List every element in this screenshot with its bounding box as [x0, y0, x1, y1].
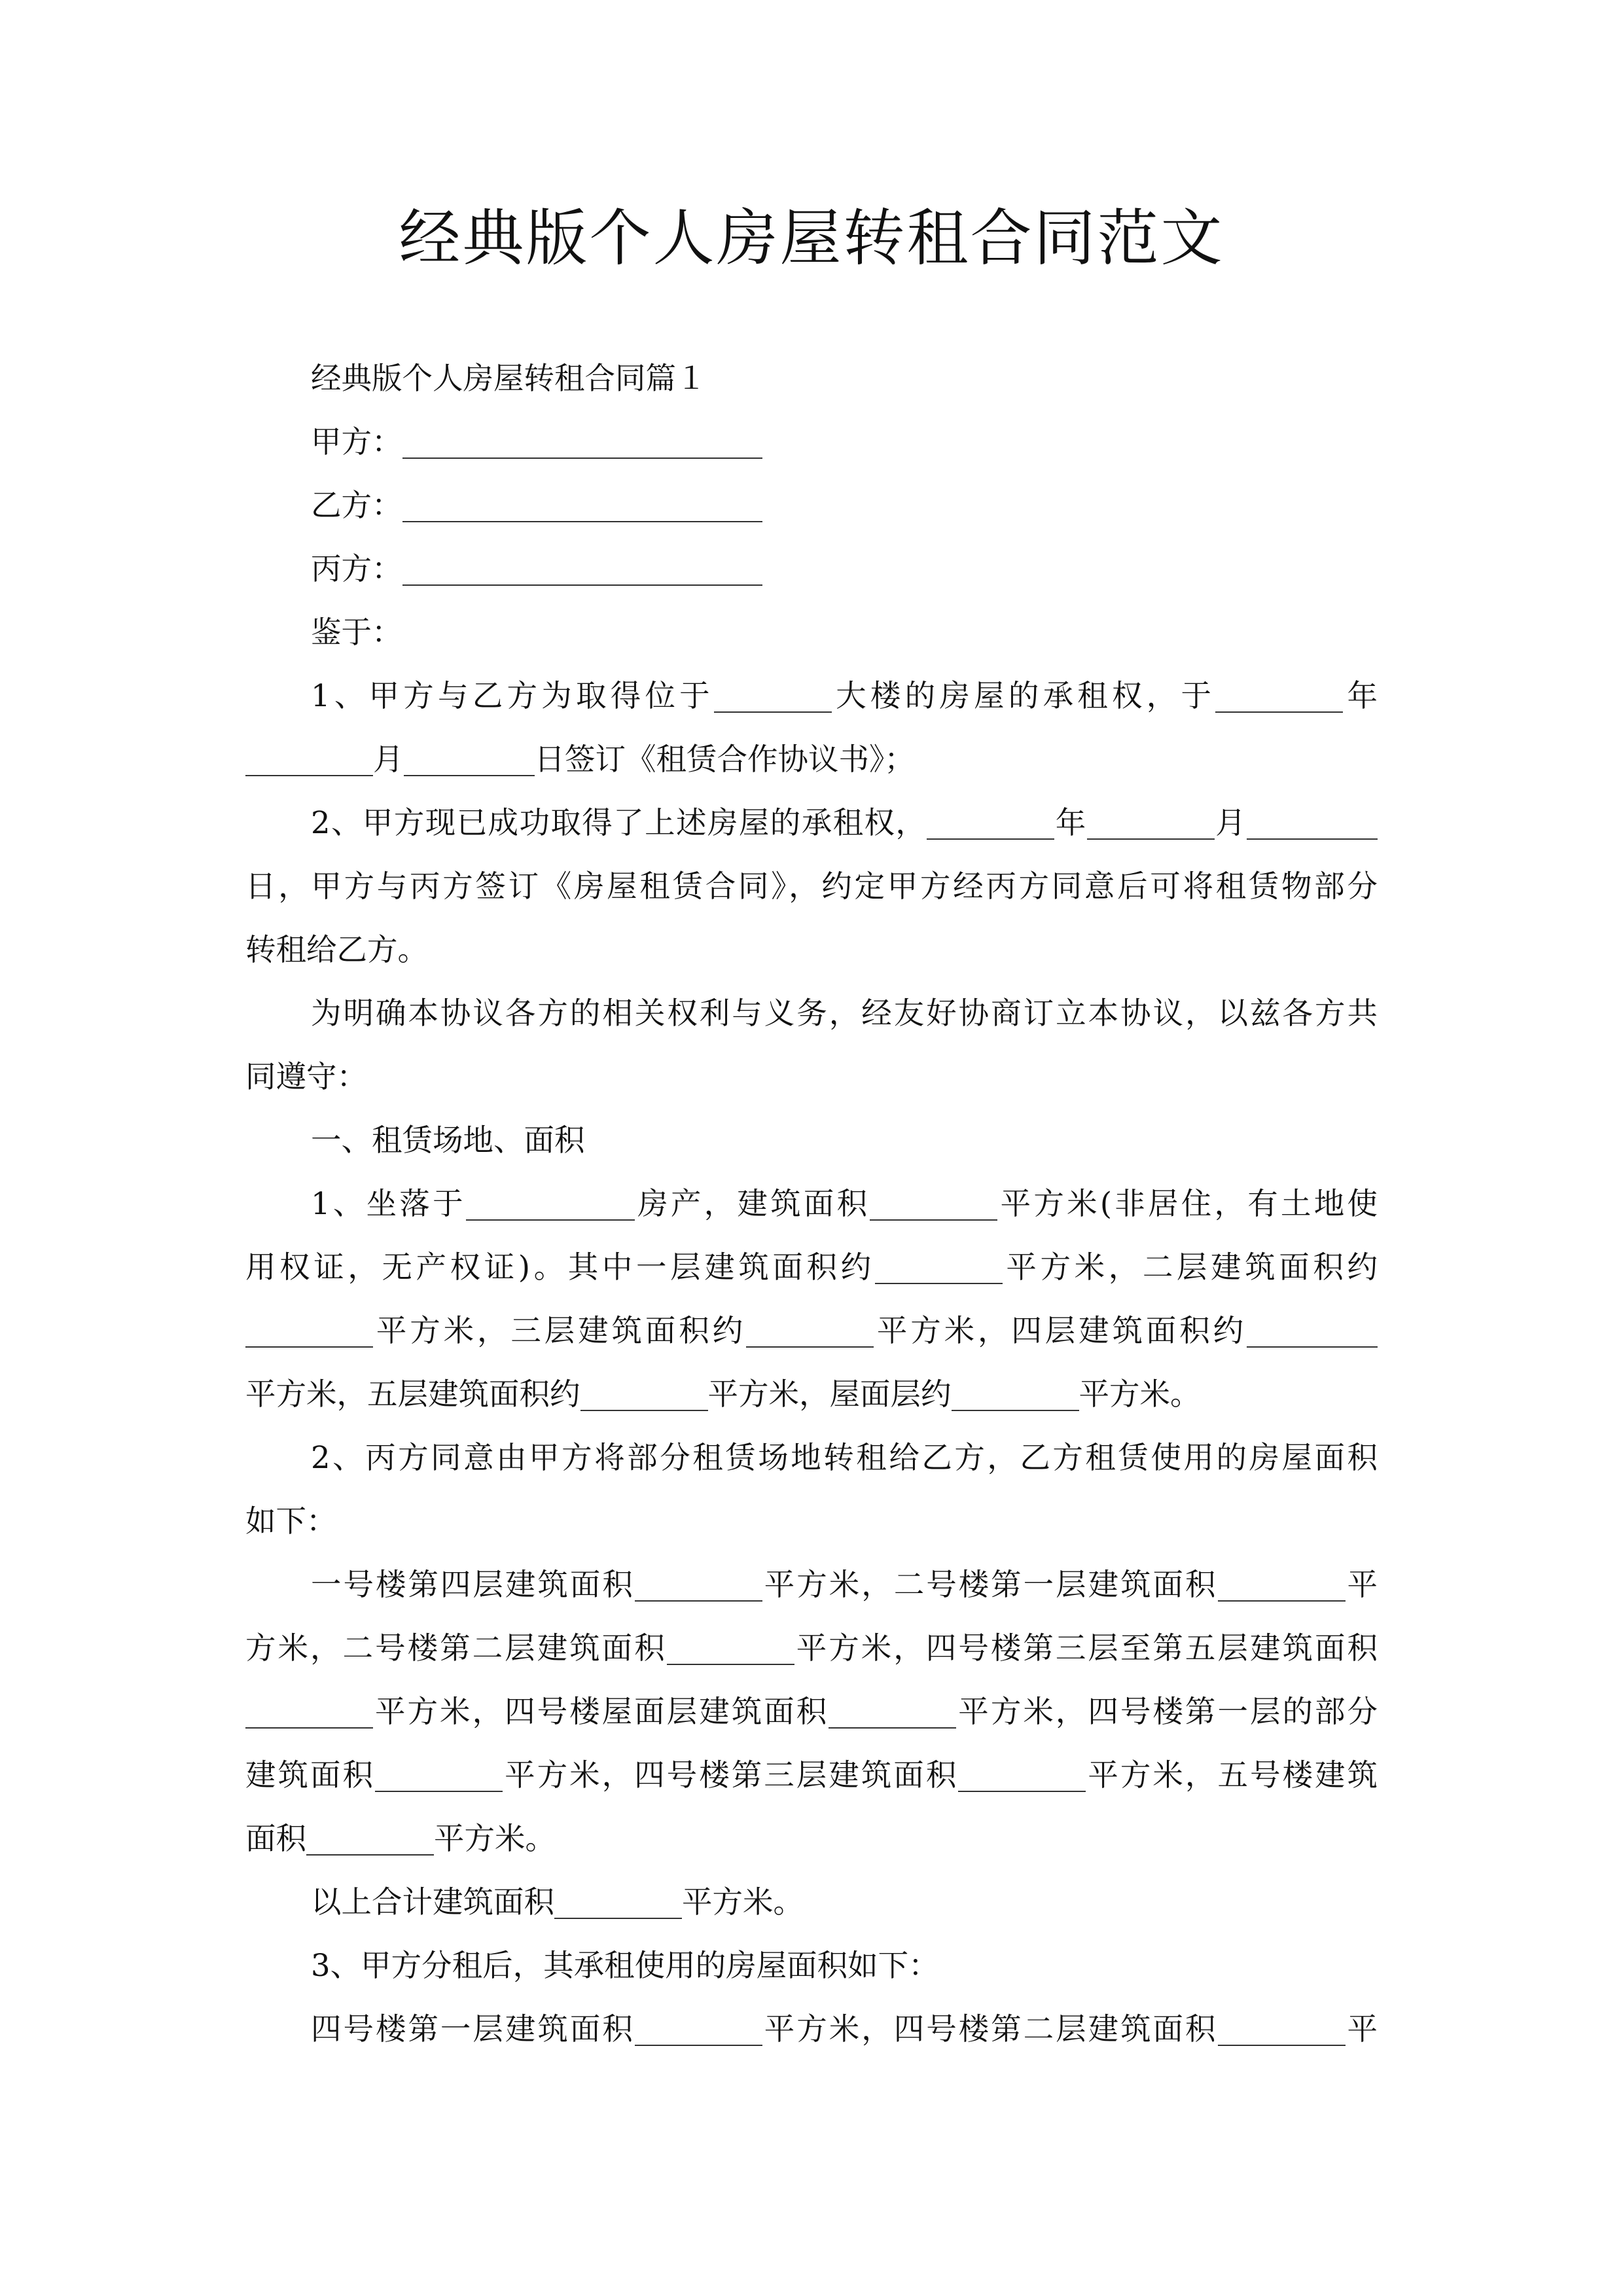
party-a-line: [245, 410, 1378, 474]
p4-blank-floor3: [746, 1311, 874, 1348]
p4-text-g: 平方米，四层建筑面积约: [874, 1313, 1247, 1348]
p1-text-d: 月: [373, 742, 404, 777]
p6-line2: [245, 1617, 1378, 1680]
p3-line2: 同遵守：: [245, 1059, 367, 1094]
document-body: [245, 347, 1378, 2061]
p4-text-c: 平方米(非居住，有土地使: [997, 1186, 1378, 1221]
p4-blank-area: [870, 1184, 997, 1221]
p4-line2: [245, 1236, 1378, 1299]
p4-text-e: 平方米，二层建筑面积约: [1002, 1249, 1378, 1285]
p6-blank-8: [306, 1819, 434, 1856]
p1-blank-location: [714, 676, 832, 713]
p7-text-b: 平方米。: [682, 1884, 804, 1920]
p4-text-b: 房产，建筑面积: [634, 1186, 870, 1221]
p1-text-a: 1、甲方与乙方为取得位于: [311, 678, 714, 713]
p6-text-b: 平方米，二号楼第一层建筑面积: [762, 1567, 1218, 1602]
p1-text-e: 日签订《租赁合作协议书》；: [534, 742, 915, 777]
party-c-label: 丙方：: [311, 551, 402, 586]
p1-text-b: 大楼的房屋的承租权，于: [831, 678, 1216, 713]
p6-text-e: 平方米，四号楼第三层至第五层建筑面积: [794, 1630, 1378, 1666]
p1-blank-day: [404, 740, 535, 776]
p9-text-b: 平方米，四号楼第二层建筑面积: [762, 2011, 1218, 2047]
contract-heading: 经典版个人房屋转租合同篇１: [311, 361, 707, 396]
p6-blank-1: [635, 1565, 762, 1602]
p6-line4: [245, 1744, 1378, 1807]
p4-line4: [245, 1363, 1378, 1426]
p1-text-c: 年: [1343, 678, 1378, 713]
p6-text-f: 平方米，四号楼屋面层建筑面积: [373, 1694, 829, 1729]
p6-blank-3: [667, 1628, 794, 1665]
party-b-blank: [402, 486, 762, 522]
p4-text-h: 平方米，五层建筑面积约: [245, 1376, 580, 1412]
party-b-label: 乙方：: [311, 488, 402, 523]
party-a-label: 甲方：: [311, 424, 402, 459]
p8-line: 3、甲方分租后，其承租使用的房屋面积如下：: [311, 1948, 939, 1983]
p1-line2: [245, 728, 1378, 791]
p6-text-c: 平: [1345, 1567, 1378, 1602]
p2-text-c: 月: [1214, 805, 1247, 840]
p6-line3: [245, 1680, 1378, 1744]
p7-line: [245, 1871, 1378, 1934]
p6-text-j: 平方米，五号楼建筑: [1086, 1757, 1378, 1793]
p9-blank-2: [1218, 2009, 1346, 2046]
p2-text-a: 2、甲方现已成功取得了上述房屋的承租权，: [311, 805, 927, 840]
p6-text-g: 平方米，四号楼第一层的部分: [956, 1694, 1378, 1729]
p2-line3: 转租给乙方。: [245, 932, 428, 967]
p4-blank-floor1: [875, 1247, 1003, 1284]
p4-blank-floor5: [580, 1374, 708, 1411]
p2-text-b: 年: [1054, 805, 1087, 840]
p7-text-a: 以上合计建筑面积: [311, 1884, 554, 1920]
p6-blank-7: [958, 1755, 1086, 1792]
p4-text-i: 平方米，屋面层约: [707, 1376, 952, 1412]
p4-blank-roof: [952, 1374, 1079, 1411]
p9-text-c: 平: [1345, 2011, 1378, 2047]
p6-blank-2: [1218, 1565, 1346, 1602]
p4-text-j: 平方米。: [1079, 1376, 1201, 1412]
party-c-line: [245, 537, 1378, 601]
p2-blank-month: [1087, 803, 1215, 840]
p6-text-a: 一号楼第四层建筑面积: [311, 1567, 635, 1602]
p2-line2: 日，甲方与丙方签订《房屋租赁合同》，约定甲方经丙方同意后可将租赁物部分: [245, 869, 1378, 904]
p9-blank-1: [635, 2009, 762, 2046]
p6-blank-5: [829, 1692, 956, 1729]
p7-blank-total: [554, 1882, 682, 1919]
p9-line: [245, 1998, 1378, 2061]
whereas-line: 鉴于：: [311, 615, 402, 650]
p4-blank-floor4: [1247, 1311, 1378, 1348]
p2-blank-year: [927, 803, 1054, 840]
p1-line1: [245, 664, 1378, 728]
p2-blank-day: [1247, 803, 1378, 840]
p4-text-d: 用权证，无产权证)。其中一层建筑面积约: [245, 1249, 875, 1285]
p3-line1: 为明确本协议各方的相关权利与义务，经友好协商订立本协议，以兹各方共: [311, 996, 1378, 1031]
p4-blank-address: [466, 1184, 635, 1221]
party-a-blank: [402, 422, 762, 459]
p2-line1: [245, 791, 1378, 855]
p6-line1: [245, 1553, 1378, 1617]
document-title: 经典版个人房屋转租合同范文: [399, 203, 1224, 274]
p4-text-f: 平方米，三层建筑面积约: [373, 1313, 746, 1348]
p6-blank-6: [375, 1755, 503, 1792]
p6-line5: [245, 1807, 1378, 1871]
p4-blank-floor2: [245, 1311, 373, 1348]
p5-line1: 2、丙方同意由甲方将部分租赁场地转租给乙方，乙方租赁使用的房屋面积: [311, 1440, 1378, 1475]
p4-text-a: 1、坐落于: [311, 1186, 466, 1221]
party-b-line: [245, 474, 1378, 537]
p6-blank-4: [245, 1692, 373, 1729]
p9-text-a: 四号楼第一层建筑面积: [311, 2011, 635, 2047]
p4-line3: [245, 1299, 1378, 1363]
p6-text-k: 面积: [245, 1821, 306, 1856]
p1-blank-year: [1215, 676, 1343, 713]
p4-line1: [245, 1172, 1378, 1236]
p6-text-l: 平方米。: [434, 1821, 556, 1856]
p6-text-i: 平方米，四号楼第三层建筑面积: [503, 1757, 959, 1793]
section-1-heading: 一、租赁场地、面积: [311, 1122, 585, 1158]
p6-text-h: 建筑面积: [245, 1757, 376, 1793]
party-c-blank: [402, 549, 762, 586]
p1-blank-month: [245, 740, 373, 776]
p5-line2: 如下：: [245, 1503, 337, 1539]
p6-text-d: 方米，二号楼第二层建筑面积: [245, 1630, 667, 1666]
